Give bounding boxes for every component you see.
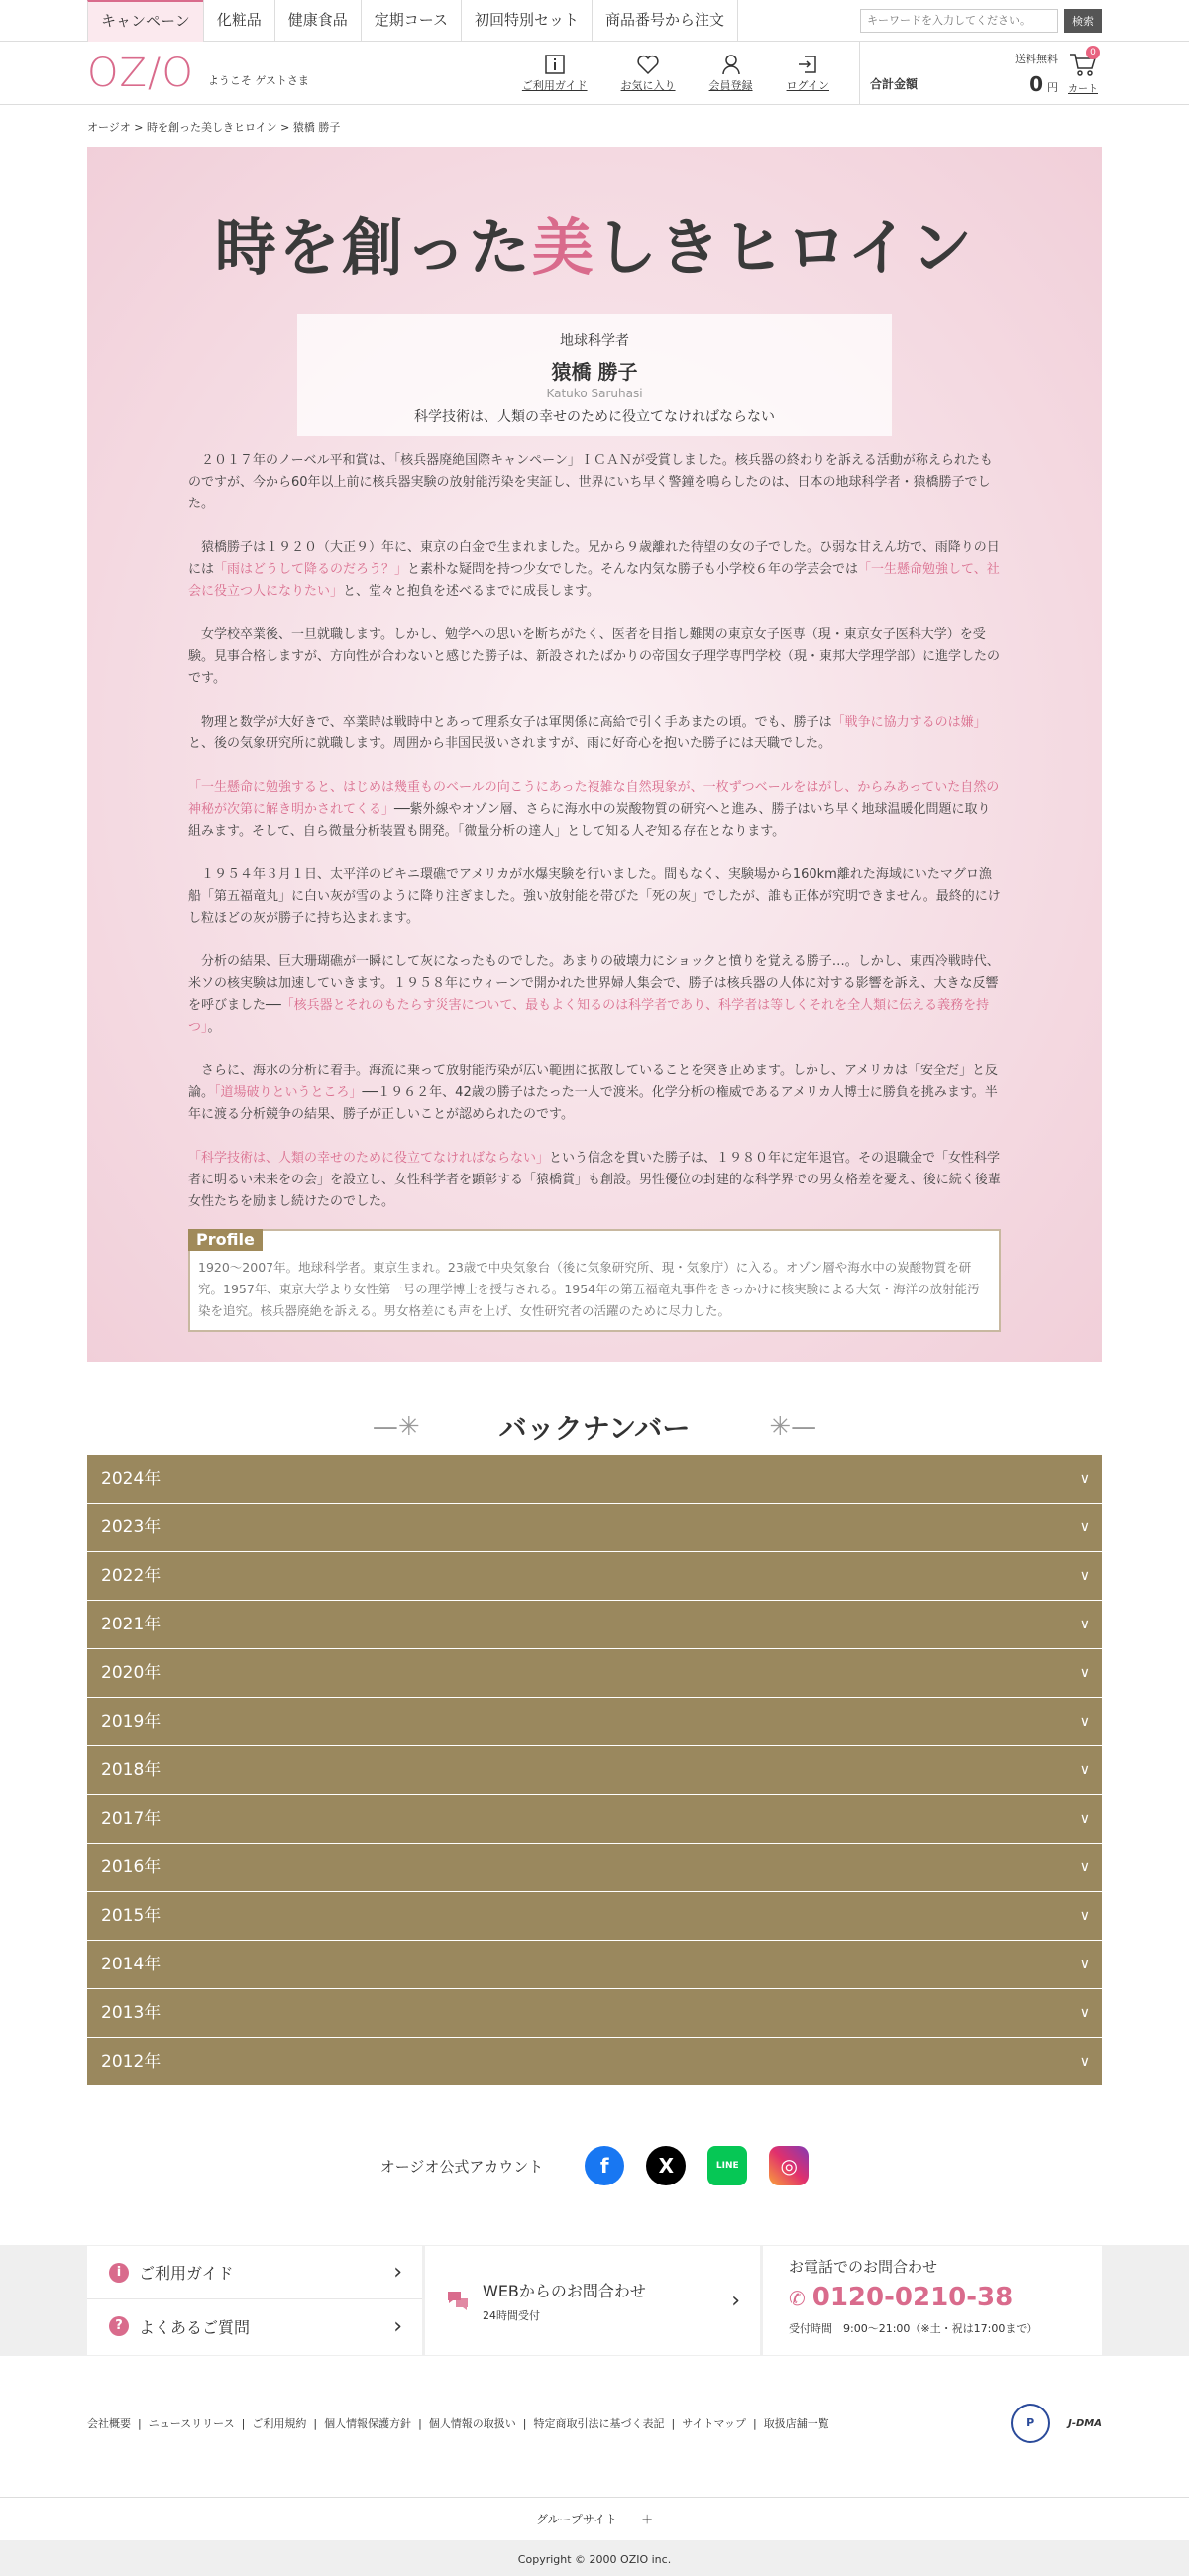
- name-card: [297, 314, 892, 436]
- year-2023[interactable]: [87, 1504, 1102, 1552]
- person-name: 猿橋 勝子: [551, 360, 638, 384]
- search-button[interactable]: 検索: [1064, 9, 1102, 33]
- jdma-logo: J-DMA: [1068, 2417, 1102, 2429]
- breadcrumb[interactable]: オージオ > 時を創った美しきヒロイン > 猿橋 勝子: [87, 121, 341, 134]
- p2-highlight-a: 「雨はどうして降るのだろう？」: [214, 562, 408, 577]
- year-label: 2016年: [101, 1857, 162, 1877]
- chevron-down-icon: ∨: [1079, 2054, 1090, 2070]
- category-tabs: [87, 0, 738, 42]
- copyright: Copyright © 2000 OZIO inc.: [0, 2540, 1189, 2576]
- web-contact-sub: 24時間受付: [483, 2308, 540, 2322]
- p4-highlight: 「戦争に協力するのは嫌」: [831, 715, 987, 729]
- chevron-down-icon: ∨: [1079, 1617, 1090, 1632]
- search-input[interactable]: [860, 9, 1058, 33]
- paragraph-6: １９５４年３月１日、太平洋のビキニ環礁でアメリカが水爆実験を行いました。間もなく、実験場から160km離れた海域にいたマグロ漁船「第五福竜丸」に白い灰が雪のように降り注ぎました。強い放射能を帯びた「死の灰」でしたが、誰も正体が究明できません。最終的にけし粒ほどの灰が勝子に持ち込まれます。: [188, 867, 1001, 926]
- paragraph-7: [188, 952, 1001, 1039]
- year-2019[interactable]: [87, 1698, 1102, 1746]
- chevron-down-icon: ∨: [1079, 1762, 1090, 1778]
- year-2015[interactable]: [87, 1892, 1102, 1941]
- favorites-label: お気に入り: [620, 79, 676, 92]
- year-2017[interactable]: [87, 1795, 1102, 1844]
- register-link[interactable]: [709, 54, 753, 93]
- phone-contact: [763, 2246, 1102, 2355]
- year-label: 2015年: [101, 1906, 162, 1926]
- register-label: 会員登録: [708, 79, 753, 92]
- year-label: 2014年: [101, 1955, 162, 1974]
- welcome-text: ようこそ ゲストさま: [207, 74, 309, 87]
- paragraph-5: [188, 777, 1001, 842]
- footer-link-stores[interactable]: 取扱店舗一覧: [763, 2417, 829, 2430]
- tab-cosmetics[interactable]: 化粧品: [203, 0, 274, 42]
- footer-link-commerce-law[interactable]: 特定商取引法に基づく表記: [533, 2417, 665, 2430]
- total-label: 合計金額: [870, 76, 919, 91]
- backnumber-title: バックナンバー: [498, 1412, 691, 1445]
- p9-highlight: 「科学技術は、人類の幸せのために役立てなければならない」: [188, 1151, 550, 1166]
- site-header: [0, 42, 1189, 105]
- footer-links: 会社概要 | ニュースリリース | ご利用規約 | 個人情報保護方針 | 個人情報の取扱い | 特定商取引法に基づく表記 | サイトマップ | 取扱店舗一覧 P J-DMA: [87, 2404, 1102, 2443]
- year-2024[interactable]: [87, 1455, 1102, 1504]
- chevron-down-icon: ∨: [1079, 2005, 1090, 2021]
- search-box: [860, 9, 1102, 33]
- chevron-down-icon: ∨: [1079, 1665, 1090, 1681]
- p8-text-b: ──１９６２年、42歳の勝子はたった一人で渡米。化学分析の権威であるアメリカ人博士に勝負を挑みます。半年に渡る分析競争の結果、勝子が正しいことが認められたのです。: [188, 1085, 998, 1122]
- chevron-right-icon: ›: [393, 2313, 402, 2339]
- chat-icon: [445, 2289, 471, 2312]
- paragraph-4: [188, 712, 1001, 755]
- tab-first-set[interactable]: 初回特別セット: [461, 0, 592, 42]
- person-quote: 科学技術は、人類の幸せのために役立てなければならない: [414, 409, 775, 425]
- faq-row-label: よくあるご質問: [139, 2317, 251, 2337]
- chevron-right-icon: ›: [393, 2260, 402, 2285]
- yen-unit: 円: [1047, 81, 1058, 94]
- article-panel: [87, 147, 1102, 1362]
- person-role: 地球科学者: [560, 333, 629, 349]
- cart-label: カート: [1068, 84, 1098, 95]
- tab-campaign[interactable]: キャンペーン: [87, 0, 203, 42]
- p4-text-b: と、後の気象研究所に就職します。周囲から非国民扱いされますが、雨に好奇心を抱いた勝子には天職でした。: [188, 736, 831, 751]
- heading-decoration-left: —✳: [372, 1412, 420, 1442]
- phone-number-text: 0120-0210-38: [811, 2283, 1014, 2312]
- phone-hours: 受付時間 9:00〜21:00（※土・祝は17:00まで）: [789, 2322, 1038, 2335]
- year-label: 2012年: [101, 2052, 162, 2072]
- chevron-down-icon: ∨: [1079, 1471, 1090, 1487]
- x-icon[interactable]: X: [646, 2146, 686, 2185]
- p8-highlight: 「道場破りというところ」: [214, 1085, 363, 1100]
- cart-count-badge: 0: [1086, 46, 1100, 59]
- favorites-link[interactable]: [621, 54, 676, 93]
- profile-box: [188, 1229, 1001, 1332]
- web-contact[interactable]: [425, 2246, 760, 2355]
- article-body: [188, 450, 1001, 1213]
- chevron-right-icon: ›: [731, 2288, 740, 2313]
- backnumber-list: [87, 1455, 1102, 2086]
- year-label: 2021年: [101, 1615, 162, 1634]
- contact-band: [0, 2245, 1189, 2356]
- certification-badges: [1011, 2404, 1102, 2443]
- tab-subscription[interactable]: 定期コース: [361, 0, 461, 42]
- group-sites-toggle[interactable]: グループサイト ＋: [0, 2497, 1189, 2540]
- chevron-down-icon: ∨: [1079, 1519, 1090, 1535]
- year-label: 2018年: [101, 1760, 162, 1780]
- paragraph-2: [188, 537, 1001, 603]
- total-value: 0: [1029, 72, 1043, 96]
- heading-decoration-right: ✳—: [769, 1412, 817, 1442]
- phone-icon: ✆: [789, 2287, 812, 2310]
- footer-link-sitemap[interactable]: サイトマップ: [682, 2417, 747, 2430]
- web-contact-title: WEBからのお問合わせ: [483, 2281, 646, 2300]
- guide-row[interactable]: [87, 2246, 422, 2299]
- p7-highlight: 「核兵器とそれのもたらす災害について、最もよく知るのは科学者であり、科学者は等しくそれを全人類に伝える義務を持つ」: [188, 998, 990, 1035]
- year-label: 2020年: [101, 1663, 162, 1683]
- chevron-down-icon: ∨: [1079, 1957, 1090, 1972]
- tab-health-food[interactable]: 健康食品: [274, 0, 361, 42]
- year-2021[interactable]: [87, 1601, 1102, 1649]
- cart-summary: [860, 42, 1102, 105]
- footer-link-news[interactable]: ニュースリリース: [148, 2417, 235, 2430]
- year-2013[interactable]: [87, 1989, 1102, 2038]
- question-icon: ?: [109, 2316, 129, 2336]
- info-icon: i: [109, 2263, 129, 2283]
- profile-text: 1920〜2007年。地球科学者。東京生まれ。23歳で中央気象台（後に気象研究所、現・気象庁）に入る。オゾン層や海水中の炭酸物質を研究。1957年、東京大学より女性第一号の理学博士を授与される。1954年の第五福竜丸事件をきっかけに核実験による大気・海洋の放射能汚染を追究。核兵器廃絶を訴える。男女格差にも声を上げ、女性研究者の活躍のために尽力した。: [198, 1260, 980, 1318]
- social-label: オージオ公式アカウント: [379, 2157, 544, 2176]
- user-icon: [720, 54, 742, 75]
- p5-highlight: 「一生懸命に勉強すると、はじめは幾重ものベールの向こうにあった複雑な自然現象が、一枚ずつベールをはがし、からみあっていた自然の神秘が次第に解き明かされてくる」: [188, 780, 1000, 817]
- title-part-2: しきヒロイン: [594, 211, 975, 283]
- guide-row-label: ご利用ガイド: [139, 2264, 234, 2283]
- header-icons: [522, 54, 829, 93]
- title-part-1: 時を創った: [214, 211, 532, 283]
- p8-text-a: さらに、海水の分析に着手。海流に乗って放射能汚染が広い範囲に拡散していることを突き止めます。しかし、アメリカは「安全だ」と反論。: [188, 1064, 999, 1100]
- person-name-roman: Katuko Saruhasi: [546, 387, 643, 400]
- p2-text-b: と素朴な疑問を持つ少女でした。そんな内気な勝子も小学校６年の学芸会では: [407, 562, 859, 577]
- chevron-down-icon: ∨: [1079, 1714, 1090, 1730]
- year-label: 2024年: [101, 1469, 162, 1489]
- year-label: 2022年: [101, 1566, 162, 1586]
- login-icon: [797, 54, 818, 75]
- p2-highlight-b: 「一生懸命勉強して、社会に役立つ人になりたい」: [188, 562, 1000, 599]
- backnumber-heading: [87, 1407, 1102, 1447]
- year-label: 2013年: [101, 2003, 162, 2023]
- instagram-icon[interactable]: ◎: [769, 2146, 809, 2185]
- phone-label: お電話でのお問合わせ: [789, 2258, 938, 2276]
- chevron-down-icon: ∨: [1079, 1568, 1090, 1584]
- paragraph-1: ２０１７年のノーベル平和賞は、「核兵器廃絶国際キャンペーン」ＩＣＡＮが受賞しました。核兵器の終わりを訴える活動が称えられたものですが、今から60年以上前に核兵器実験の放射能汚染を実証し、世界にいち早く警鐘を鳴らしたのは、日本の地球科学者・猿橋勝子でした。: [188, 453, 993, 511]
- top-nav: [0, 0, 1189, 42]
- p9-text: という信念を貫いた勝子は、１９８０年に定年退官。その退職金で「女性科学者に明るい未来をの会」を設立し、女性科学者を顕彰する「猿橋賞」も創設。男性優位の封建的な科学界での男女格差を憂え、後に続く後輩女性たちを励まし続けたのでした。: [188, 1151, 1001, 1209]
- total-box: [1015, 51, 1058, 96]
- chevron-down-icon: ∨: [1079, 1859, 1090, 1875]
- info-icon: [544, 54, 566, 75]
- facebook-icon[interactable]: f: [585, 2146, 624, 2185]
- chevron-down-icon: ∨: [1079, 1811, 1090, 1827]
- footer-link-terms[interactable]: ご利用規約: [252, 2417, 307, 2430]
- faq-row[interactable]: [87, 2299, 422, 2353]
- footer-link-privacy-policy[interactable]: 個人情報保護方針: [324, 2417, 412, 2430]
- total-amount: [1015, 72, 1058, 96]
- login-label: ログイン: [786, 79, 829, 92]
- footer-link-privacy-handling[interactable]: 個人情報の取扱い: [428, 2417, 516, 2430]
- heart-icon: [636, 54, 660, 75]
- p5-text: ──紫外線やオゾン層、さらに海水中の炭酸物質の研究へと進み、勝子はいち早く地球温暖化問題に取り組みます。そして、自ら微量分析装置も開発。「微量分析の達人」として知る人ぞ知る存在となります。: [188, 802, 991, 839]
- guide-label: ご利用ガイド: [521, 79, 588, 92]
- phone-number[interactable]: [789, 2283, 1102, 2312]
- year-2016[interactable]: [87, 1844, 1102, 1892]
- year-label: 2023年: [101, 1517, 162, 1537]
- p4-text-a: 物理と数学が大好きで、卒業時は戦時中とあって理系女子は軍関係に高給で引く手あまたの頃。でも、勝子は: [188, 715, 832, 729]
- year-label: 2019年: [101, 1712, 162, 1732]
- p7-text-b: 。: [207, 1020, 221, 1035]
- page-title: [87, 198, 1102, 286]
- guide-link[interactable]: [522, 54, 588, 93]
- paragraph-3: 女学校卒業後、一旦就職します。しかし、勉学への思いを断ちがたく、医者を目指し難関の東京女子医専（現・東京女子医科大学）を受験。見事合格しますが、方向性が合わないと感じた勝子は、新設されたばかりの帝国女子理学専門学校（現・東邦大学理学部）に進学したのです。: [188, 627, 1001, 686]
- year-2014[interactable]: [87, 1941, 1102, 1989]
- paragraph-9: [188, 1148, 1001, 1213]
- ozio-logo[interactable]: OZ/O: [87, 51, 194, 96]
- p7-text-a: 分析の結果、巨大珊瑚礁が一瞬にして灰になったものでした。あまりの破壊力にショックと憤りを覚える勝子…。しかし、東西冷戦時代、米ソの核実験は加速していきます。１９５８年にウィーンで開かれた世界婦人集会で、勝子は核兵器の人体に対する影響を訴え、大きな反響を呼びました──: [188, 954, 1000, 1013]
- free-shipping-text: 送料無料: [1015, 53, 1058, 65]
- year-2018[interactable]: [87, 1746, 1102, 1795]
- year-label: 2017年: [101, 1809, 162, 1829]
- help-links: [87, 2246, 422, 2355]
- login-link[interactable]: [787, 54, 829, 93]
- p2-text-c: と、堂々と抱負を述べるまでに成長します。: [343, 584, 599, 599]
- chevron-down-icon: ∨: [1079, 1908, 1090, 1924]
- title-part-pink: 美: [531, 211, 595, 283]
- p2-text-a: 猿橋勝子は１９２０（大正９）年に、東京の白金で生まれました。兄から９歳離れた待望の女の子でした。ひ弱な甘えん坊で、雨降りの日には: [188, 540, 1000, 577]
- year-2012[interactable]: [87, 2038, 1102, 2086]
- line-icon[interactable]: LINE: [707, 2146, 747, 2185]
- profile-label: Profile: [188, 1229, 263, 1251]
- privacy-mark-icon: P: [1011, 2404, 1050, 2443]
- cart-button[interactable]: [1068, 48, 1098, 95]
- year-2022[interactable]: [87, 1552, 1102, 1601]
- year-2020[interactable]: [87, 1649, 1102, 1698]
- paragraph-8: [188, 1061, 1001, 1126]
- footer-link-company[interactable]: 会社概要: [87, 2417, 131, 2430]
- social-accounts: [87, 2146, 1102, 2185]
- tab-order-by-number[interactable]: 商品番号から注文: [592, 0, 738, 42]
